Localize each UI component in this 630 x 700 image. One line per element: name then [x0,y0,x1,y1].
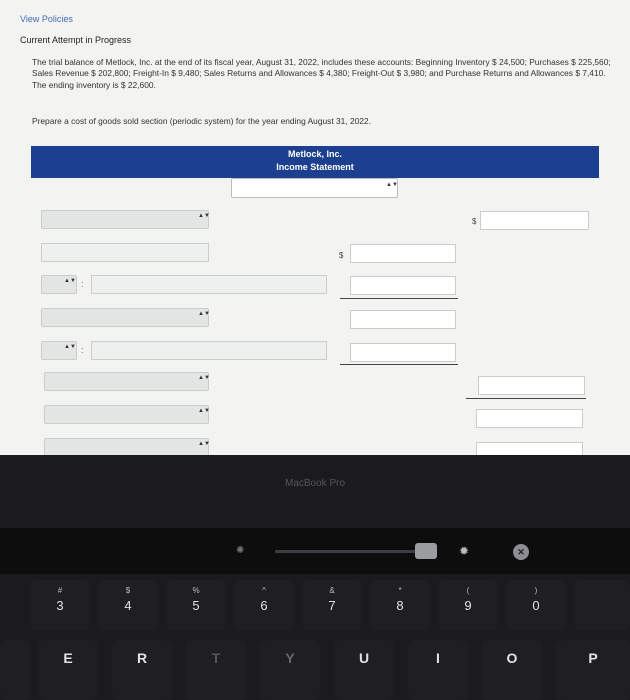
amount-input-col2-4[interactable] [350,310,456,329]
subtotal-underline [340,298,458,299]
problem-text: The trial balance of Metlock, Inc. at the end of its fiscal year, August 31, 2022, includes these accounts: Beginning Inventory $ 24,500; Purchases $ 225,560; Sales Revenue $ 202,800; Freight-In $ 9,480; Sales Returns and Allowances $ 4,380; Freight-Out $ 3,980; and Purchase Returns and Allowances $ 7,410. The ending inventory is $ 22,600. [32,57,611,90]
key-letter: U [358,650,370,666]
key-number: 7 [328,598,336,613]
statement-title: Income Statement [276,162,354,172]
macbook-label: MacBook Pro [284,478,346,489]
select-arrow-icon: ▲▼ [64,344,76,350]
key-number: 5 [192,598,200,613]
key-9[interactable] [438,580,498,630]
operator-select-3[interactable] [41,275,77,294]
key-number: 3 [56,598,64,613]
key-letter: E [63,650,73,666]
key-symbol: * [398,586,402,595]
brightness-sun-icon[interactable]: ✹ [459,544,470,558]
key-i[interactable] [408,640,468,700]
key-p[interactable] [556,640,630,700]
key-symbol: % [192,586,200,595]
company-name: Metlock, Inc. [287,149,342,159]
instruction-text: Prepare a cost of goods sold section (periodic system) for the year ending August 31, 2022. [32,116,371,126]
account-input-5[interactable] [91,341,327,360]
key-y[interactable] [260,640,320,700]
key-symbol: $ [125,586,131,595]
close-icon[interactable]: ✕ [513,544,529,560]
key-symbol: ( [466,586,470,595]
key-symbol: ) [534,586,538,595]
select-arrow-icon: ▲▼ [198,375,210,381]
amount-input-col2-2[interactable] [350,244,456,263]
subtotal-underline [340,364,458,365]
account-input-3[interactable] [91,275,327,294]
key-e[interactable] [38,640,98,700]
touch-bar-slider[interactable] [275,550,423,553]
key-letter: I [436,650,440,666]
key-minus[interactable] [574,580,630,630]
key-r[interactable] [112,640,172,700]
key-3[interactable] [30,580,90,630]
amount-input-col2-5[interactable] [350,343,456,362]
select-arrow-icon: ▲▼ [198,311,210,317]
amount-input-col3-7[interactable] [476,409,583,428]
touch-bar-slider-knob[interactable] [415,543,437,559]
amount-input-col2-3[interactable] [350,276,456,295]
view-policies-link[interactable]: View Policies [20,14,73,24]
account-select-7[interactable] [44,405,209,424]
key-letter: T [211,650,221,666]
select-arrow-icon: ▲▼ [198,441,210,447]
colon: : [81,279,84,289]
account-input-2[interactable] [41,243,209,262]
operator-select-5[interactable] [41,341,77,360]
key-number: 4 [124,598,132,613]
key-letter: O [506,650,518,666]
total-underline [466,398,586,399]
key-t[interactable] [186,640,246,700]
account-select-8[interactable] [44,438,209,455]
account-select-4[interactable] [41,308,209,327]
colon: : [81,345,84,355]
key-8[interactable] [370,580,430,630]
select-arrow-icon: ▲▼ [198,408,210,414]
key-0[interactable] [506,580,566,630]
key-6[interactable] [234,580,294,630]
amount-input-col3-8[interactable] [476,442,583,455]
key-5[interactable] [166,580,226,630]
attempt-heading: Current Attempt in Progress [20,35,132,45]
key-u[interactable] [334,640,394,700]
key-7[interactable] [302,580,362,630]
key-4[interactable] [98,580,158,630]
key-letter: P [588,650,598,666]
account-select-6[interactable] [44,372,209,391]
key-symbol: # [57,586,63,595]
dollar-sign: $ [472,217,477,226]
period-select[interactable] [231,178,398,198]
brightness-icon[interactable]: ✺ [236,545,245,556]
key-symbol: & [329,586,335,595]
key-number: 8 [396,598,404,613]
key-symbol: ^ [262,586,266,595]
amount-input-col3-1[interactable] [480,211,589,230]
select-arrow-icon: ▲▼ [64,278,76,284]
key-letter: Y [285,650,295,666]
amount-input-col3-6[interactable] [478,376,585,395]
key-number: 9 [464,598,472,613]
key-w[interactable] [0,640,30,700]
key-letter: R [136,650,148,666]
select-arrow-icon: ▲▼ [386,182,398,188]
dollar-sign: $ [339,251,344,260]
key-number: 0 [532,598,540,613]
account-select-1[interactable] [41,210,209,229]
key-o[interactable] [482,640,542,700]
select-arrow-icon: ▲▼ [198,213,210,219]
key-number: 6 [260,598,268,613]
